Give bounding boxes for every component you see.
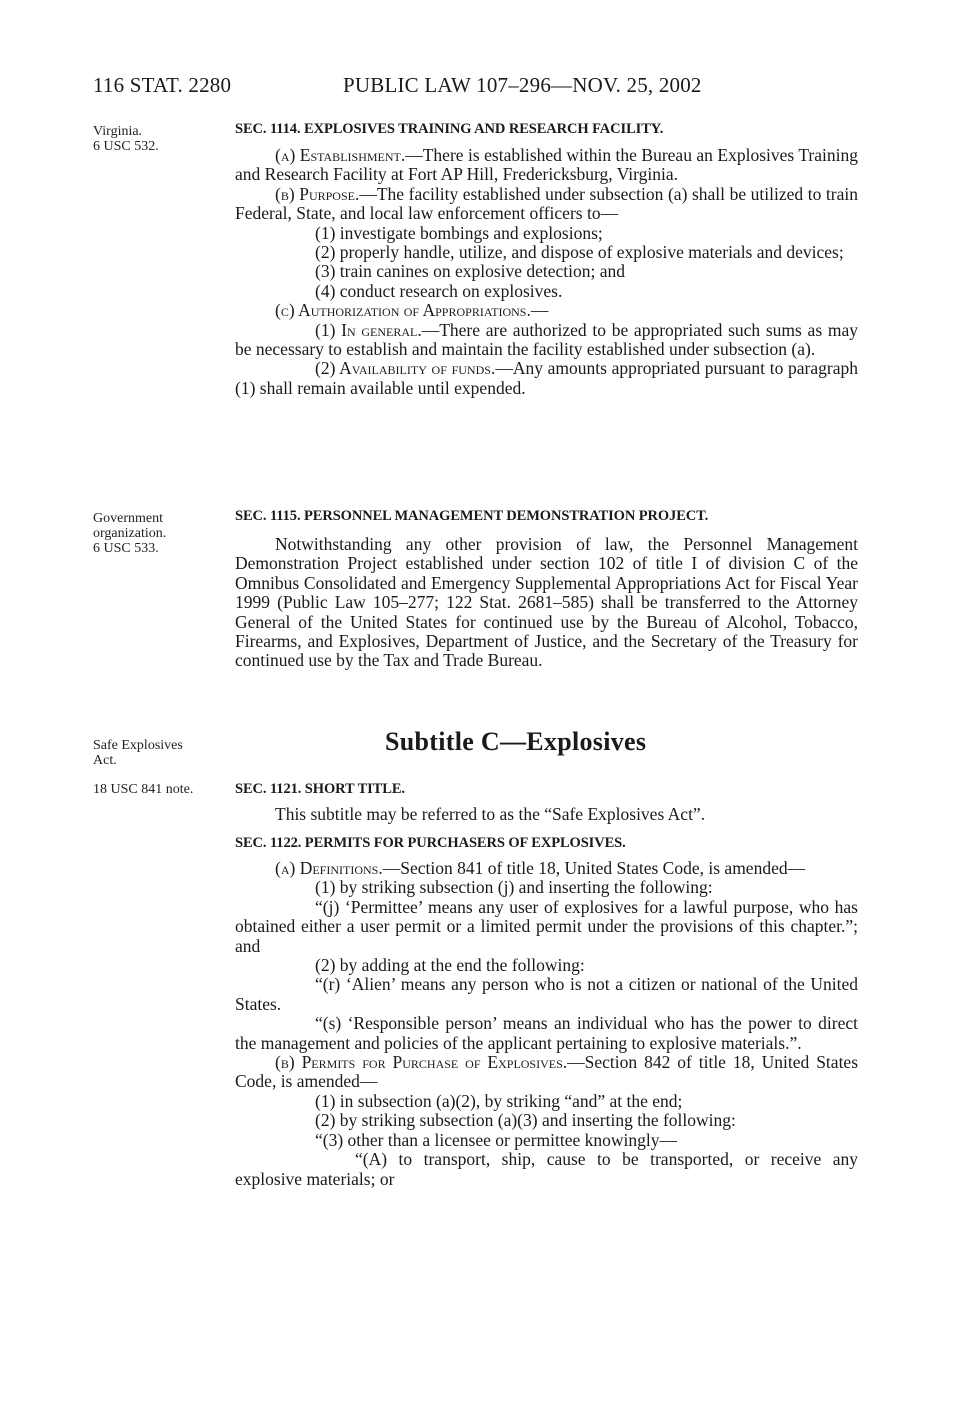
subsection-b-permits [235, 1053, 858, 1092]
paragraph-label: (1) In general. [315, 319, 422, 340]
subsection-dash: — [530, 300, 549, 321]
section-text: Notwithstanding any other provision of law, the Personnel Management Demonstration Project established under section 102 of title I of division C of the Omnibus Consolidated and Emergency Supplemental Appropriations Act for Fiscal Year 1999 (Public Law 105–277; 122 Stat. 2681–585) shall be transferred to the Attorney General of the United States for continued use by the Bureau of Alcohol, Tobacco, Firearms, and Explosives, Department of Justice, and the Secretary of the Treasury for continued use by the Tax and Trade Bureau. [235, 534, 858, 671]
margin-note-line: organization. [93, 526, 167, 541]
margin-note-line: Safe Explosives [93, 738, 183, 753]
paragraph-item: (1) by striking subsection (j) and inserting the following: [315, 877, 713, 898]
margin-note-virginia [93, 124, 159, 154]
margin-note-line: Virginia. [93, 124, 143, 139]
margin-note-line: 6 USC 533. [93, 541, 159, 556]
subsection-text: —Section 842 of title 18, United States Code, is amended— [235, 1052, 859, 1092]
section-1114 [235, 120, 858, 398]
paragraph-item: (2) by striking subsection (a)(3) and inserting the following: [315, 1110, 736, 1131]
subsection-c-authorization [235, 301, 858, 320]
quoted-paragraph-3: “(3) other than a licensee or permittee knowingly— [315, 1129, 678, 1150]
page-reference: 116 STAT. 2280 [93, 73, 232, 97]
section-text: This subtitle may be referred to as the “Safe Explosives Act”. [275, 804, 706, 824]
paragraph-item: (3) train canines on explosive detection; and [315, 261, 626, 282]
section-heading: SEC. 1121. SHORT TITLE. [235, 781, 405, 797]
paragraph-item: (2) by adding at the end the following: [315, 955, 585, 976]
subsection-label: (a) Establishment. [275, 145, 406, 165]
section-heading: SEC. 1115. PERSONNEL MANAGEMENT DEMONSTRATION PROJECT. [235, 508, 709, 524]
section-1115 [235, 507, 858, 671]
section-heading: SEC. 1122. PERMITS FOR PURCHASERS OF EXPLOSIVES. [235, 835, 626, 851]
margin-note-line: 6 USC 532. [93, 139, 159, 154]
margin-note-line: Government [93, 511, 163, 526]
paragraph-item: (2) properly handle, utilize, and dispose of explosive materials and devices; [315, 242, 844, 263]
quoted-definition-r: “(r) ‘Alien’ means any person who is not a citizen or national of the United States. [235, 974, 858, 1014]
section-heading: SEC. 1114. EXPLOSIVES TRAINING AND RESEARCH FACILITY. [235, 121, 664, 137]
paragraph-c1-in-general [235, 321, 858, 360]
quoted-definition-s: “(s) ‘Responsible person’ means an individual who has the power to direct the management and policies of the applicant pertaining to explosive materials.”. [235, 1013, 858, 1053]
paragraph-item: (1) investigate bombings and explosions; [315, 222, 603, 243]
paragraph-text: —Any amounts appropriated pursuant to paragraph (1) shall remain available until expended. [235, 358, 858, 398]
subsection-b-purpose [235, 185, 858, 224]
subsection-label: (a) Definitions. [275, 858, 383, 878]
section-1122 [235, 834, 858, 1189]
subsection-text: —There is established within the Bureau an Explosives Training and Research Facility at Fort AP Hill, Fredericksburg, Virginia. [235, 145, 858, 185]
subsection-label: (b) Permits for Purchase of Explosives. [275, 1052, 568, 1073]
margin-note-government-organization [93, 511, 166, 556]
margin-note-line: Act. [93, 753, 117, 768]
quoted-subparagraph-A: “(A) to transport, ship, cause to be transported, or receive any explosive materials; or [235, 1149, 858, 1189]
subsection-text: —Section 841 of title 18, United States Code, is amended— [382, 858, 806, 878]
margin-note-18-usc-841: 18 USC 841 note. [93, 782, 194, 797]
subsection-text: —The facility established under subsection (a) shall be utilized to train Federal, State, and local law enforcement officers to— [235, 183, 858, 224]
subtitle-heading: Subtitle C—Explosives [385, 727, 647, 756]
public-law-reference: PUBLIC LAW 107–296—NOV. 25, 2002 [343, 73, 702, 97]
section-1121 [235, 780, 858, 824]
paragraph-item: (1) in subsection (a)(2), by striking “and” at the end; [315, 1090, 683, 1111]
subsection-label: (b) Purpose. [275, 183, 360, 204]
margin-note-safe-explosives-act [93, 738, 183, 768]
paragraph-label: (2) Availability of funds. [315, 358, 496, 379]
paragraph-c2-availability [235, 359, 858, 398]
paragraph-text: —There are authorized to be appropriated such sums as may be necessary to establish and maintain the facility established under subsection (a). [235, 319, 858, 360]
paragraph-item: (4) conduct research on explosives. [315, 280, 563, 301]
quoted-definition-j: “(j) ‘Permittee’ means any user of explosives for a lawful purpose, who has obtained either a user permit or a limited permit under the provisions of this chapter.”; and [235, 896, 858, 956]
subsection-a-establishment [235, 146, 858, 185]
subsection-label: (c) Authorization of Appropriations. [275, 300, 531, 321]
subsection-a-definitions [235, 859, 858, 878]
